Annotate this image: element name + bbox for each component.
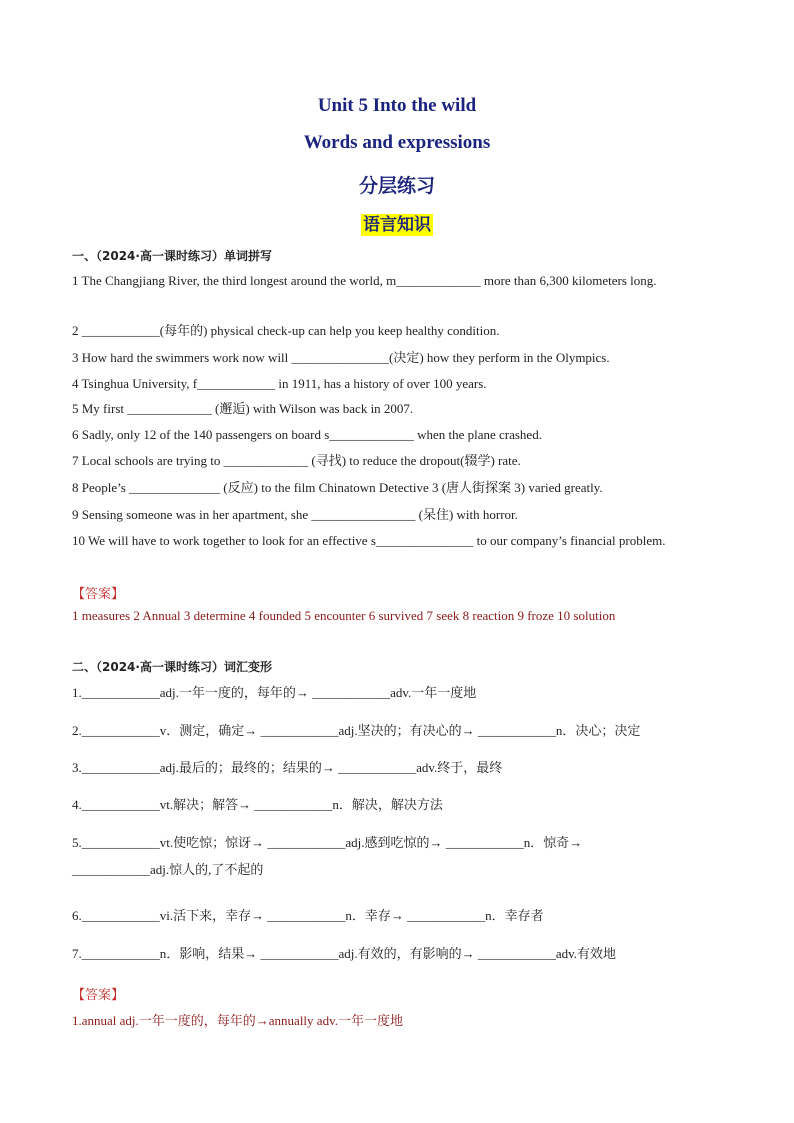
subtitle: Words and expressions [303,132,491,153]
answer-label-2: 【答案】 [72,988,125,1003]
answer-label-1: 【答案】 [72,587,125,602]
question-3: 3 How hard the swimmers work now will _______________(决定) how they perform in the Olympics. [72,350,610,365]
question-8: 8 People’s ______________ (反应) to the film Chinatown Detective 3 (唐人街探案 3) varied greatly. [72,480,603,495]
highlight-label: 语言知识 [363,215,431,235]
section1-heading: 一、（2024·高一课时练习）单词拼写 [72,249,272,263]
answer-2: 1.annual adj.一年一度的，每年的→annually adv.一年一度地 [72,1013,403,1028]
vocab-item-1: 1.____________adj.一年一度的，每年的→ ____________adv.一年一度地 [72,685,477,700]
section2-heading: 二、（2024·高一课时练习）词汇变形 [72,660,272,674]
question-10: 10 We will have to work together to look for an effective s_______________ to our company’s financial problem. [72,533,666,548]
question-7: 7 Local schools are trying to _____________ (寻找) to reduce the dropout(辍学) rate. [72,453,521,468]
vocab-item-5: 5.____________vt.使吃惊；惊讶→ ____________adj.感到吃惊的→ ____________n．惊奇→ [72,835,583,850]
section-highlight [72,210,722,235]
vocab-item-5-cont: ____________adj.惊人的,了不起的 [72,862,264,877]
question-2: 2 ____________(每年的) physical check-up can help you keep healthy condition. [72,323,500,338]
question-5: 5 My first _____________ (邂逅) with Wilson was back in 2007. [72,401,414,416]
vocab-item-4: 4.____________vt.解决；解答→ ____________n．解决，解决方法 [72,797,443,812]
question-9: 9 Sensing someone was in her apartment, she ________________ (呆住) with horror. [72,507,518,522]
answer-1: 1 measures 2 Annual 3 determine 4 founded 5 encounter 6 survived 7 seek 8 reaction 9 froze 10 solution [72,608,616,623]
vocab-item-6: 6.____________vi.活下来，幸存→ ____________n．幸存→ ____________n．幸存者 [72,908,544,923]
question-6: 6 Sadly, only 12 of the 140 passengers on board s_____________ when the plane crashed. [72,427,542,442]
unit-title: Unit 5 Into the wild [317,95,477,116]
vocab-item-2: 2.____________v．测定，确定→ ____________adj.坚决的；有决心的→ ____________n．决心；决定 [72,723,641,738]
vocab-item-7: 7.____________n．影响，结果→ ____________adj.有效的，有影响的→ ____________adv.有效地 [72,946,617,961]
question-4: 4 Tsinghua University, f____________ in 1911, has a history of over 100 years. [72,376,487,391]
question-1: 1 The Changjiang River, the third longest around the world, m_____________ more than 6,300 kilometers long. [72,273,657,288]
vocab-item-3: 3.____________adj.最后的；最终的；结果的→ ____________adv.终于，最终 [72,760,503,775]
practice-title: 分层练习 [358,175,435,197]
